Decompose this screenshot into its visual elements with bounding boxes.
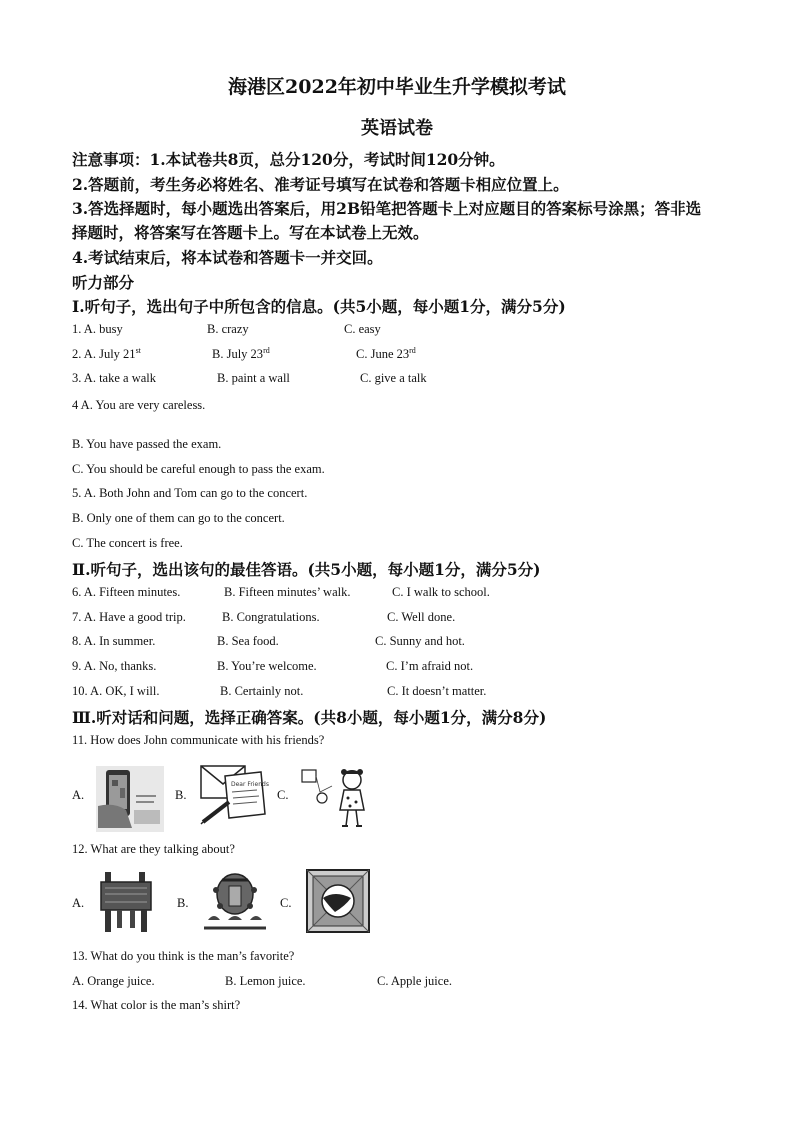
q10-option-b: B. Certainly not. — [220, 684, 304, 698]
q6-option-a: 6. A. Fifteen minutes. — [72, 585, 181, 599]
section-2-title: Ⅱ.听句子，选出该句的最佳答语。(共5小题，每小题1分，满分5分) — [72, 560, 541, 579]
q2-option-a: 2. A. July 21st — [72, 346, 141, 362]
note-line-3: 3.答选择题时，每小题选出答案后，用2B铅笔把答题卡上对应题目的答案标号涂黑；答非选 — [72, 199, 702, 218]
note-line-5: 4.考试结束后，将本试卷和答题卡一并交回。 — [72, 248, 383, 267]
q12-question: 12. What are they talking about? — [72, 842, 235, 856]
q13-option-c: C. Apple juice. — [377, 974, 452, 988]
q14-question: 14. What color is the man’s shirt? — [72, 998, 241, 1012]
letter-picture — [199, 762, 269, 826]
q5-option-b: B. Only one of them can go to the concert. — [72, 511, 285, 525]
q5-option-a: 5. A. Both John and Tom can go to the concert. — [72, 486, 308, 500]
q10-option-a: 10. A. OK, I will. — [72, 684, 160, 698]
q8-option-b: B. Sea food. — [217, 634, 279, 648]
q11-label-a: A. — [72, 788, 85, 802]
girl-with-can-phone-picture — [300, 764, 380, 830]
bronze-vessel-picture — [97, 870, 155, 936]
q6-option-b: B. Fifteen minutes’ walk. — [224, 585, 351, 599]
note-line-4: 择题时，将答案写在答题卡上。写在本试卷上无效。 — [72, 223, 429, 242]
q4-option-a: 4 A. You are very careless. — [72, 398, 206, 412]
compass-board-picture — [305, 868, 371, 934]
q6-option-c: C. I walk to school. — [392, 585, 490, 599]
q12-label-a: A. — [72, 896, 85, 910]
q11-question: 11. How does John communicate with his friends? — [72, 733, 325, 747]
seismograph-picture — [200, 870, 270, 936]
q8-option-a: 8. A. In summer. — [72, 634, 156, 648]
q11-label-c: C. — [277, 788, 289, 802]
q7-option-a: 7. A. Have a good trip. — [72, 610, 186, 624]
q10-option-c: C. It doesn’t matter. — [387, 684, 487, 698]
q2-option-c: C. June 23rd — [356, 346, 416, 362]
q13-option-b: B. Lemon juice. — [225, 974, 306, 988]
page-subtitle: 英语试卷 — [361, 118, 433, 139]
section-1-title: Ⅰ.听句子，选出句子中所包含的信息。(共5小题，每小题1分，满分5分) — [72, 297, 566, 316]
phone-picture — [96, 766, 164, 832]
q9-option-b: B. You’re welcome. — [217, 659, 317, 673]
q9-option-a: 9. A. No, thanks. — [72, 659, 157, 673]
note-line-2: 2.答题前，考生务必将姓名、准考证号填写在试卷和答题卡相应位置上。 — [72, 175, 569, 194]
q4-option-b: B. You have passed the exam. — [72, 437, 222, 451]
note-line-1: 注意事项：1.本试卷共8页，总分120分，考试时间120分钟。 — [72, 150, 505, 169]
q3-option-c: C. give a talk — [360, 371, 427, 385]
q9-option-c: C. I’m afraid not. — [386, 659, 474, 673]
section-3-title: Ⅲ.听对话和问题，选择正确答案。(共8小题，每小题1分，满分8分) — [72, 708, 547, 727]
q1-option-a: 1. A. busy — [72, 322, 123, 336]
letter-salutation: Dear Friends — [231, 781, 269, 788]
q13-option-a: A. Orange juice. — [72, 974, 155, 988]
q4-option-c: C. You should be careful enough to pass the exam. — [72, 462, 325, 476]
q1-option-b: B. crazy — [207, 322, 249, 336]
q5-option-c: C. The concert is free. — [72, 536, 183, 550]
q7-option-b: B. Congratulations. — [222, 610, 320, 624]
q12-label-c: C. — [280, 896, 292, 910]
q3-option-a: 3. A. take a walk — [72, 371, 157, 385]
q2-option-b: B. July 23rd — [212, 346, 270, 362]
q11-label-b: B. — [175, 788, 187, 802]
q13-question: 13. What do you think is the man’s favorite? — [72, 949, 295, 963]
q1-option-c: C. easy — [344, 322, 381, 336]
q8-option-c: C. Sunny and hot. — [375, 634, 465, 648]
q12-label-b: B. — [177, 896, 189, 910]
page-title: 海港区2022年初中毕业生升学模拟考试 — [228, 76, 566, 98]
q3-option-b: B. paint a wall — [217, 371, 290, 385]
q7-option-c: C. Well done. — [387, 610, 456, 624]
part-title: 听力部分 — [72, 273, 135, 292]
